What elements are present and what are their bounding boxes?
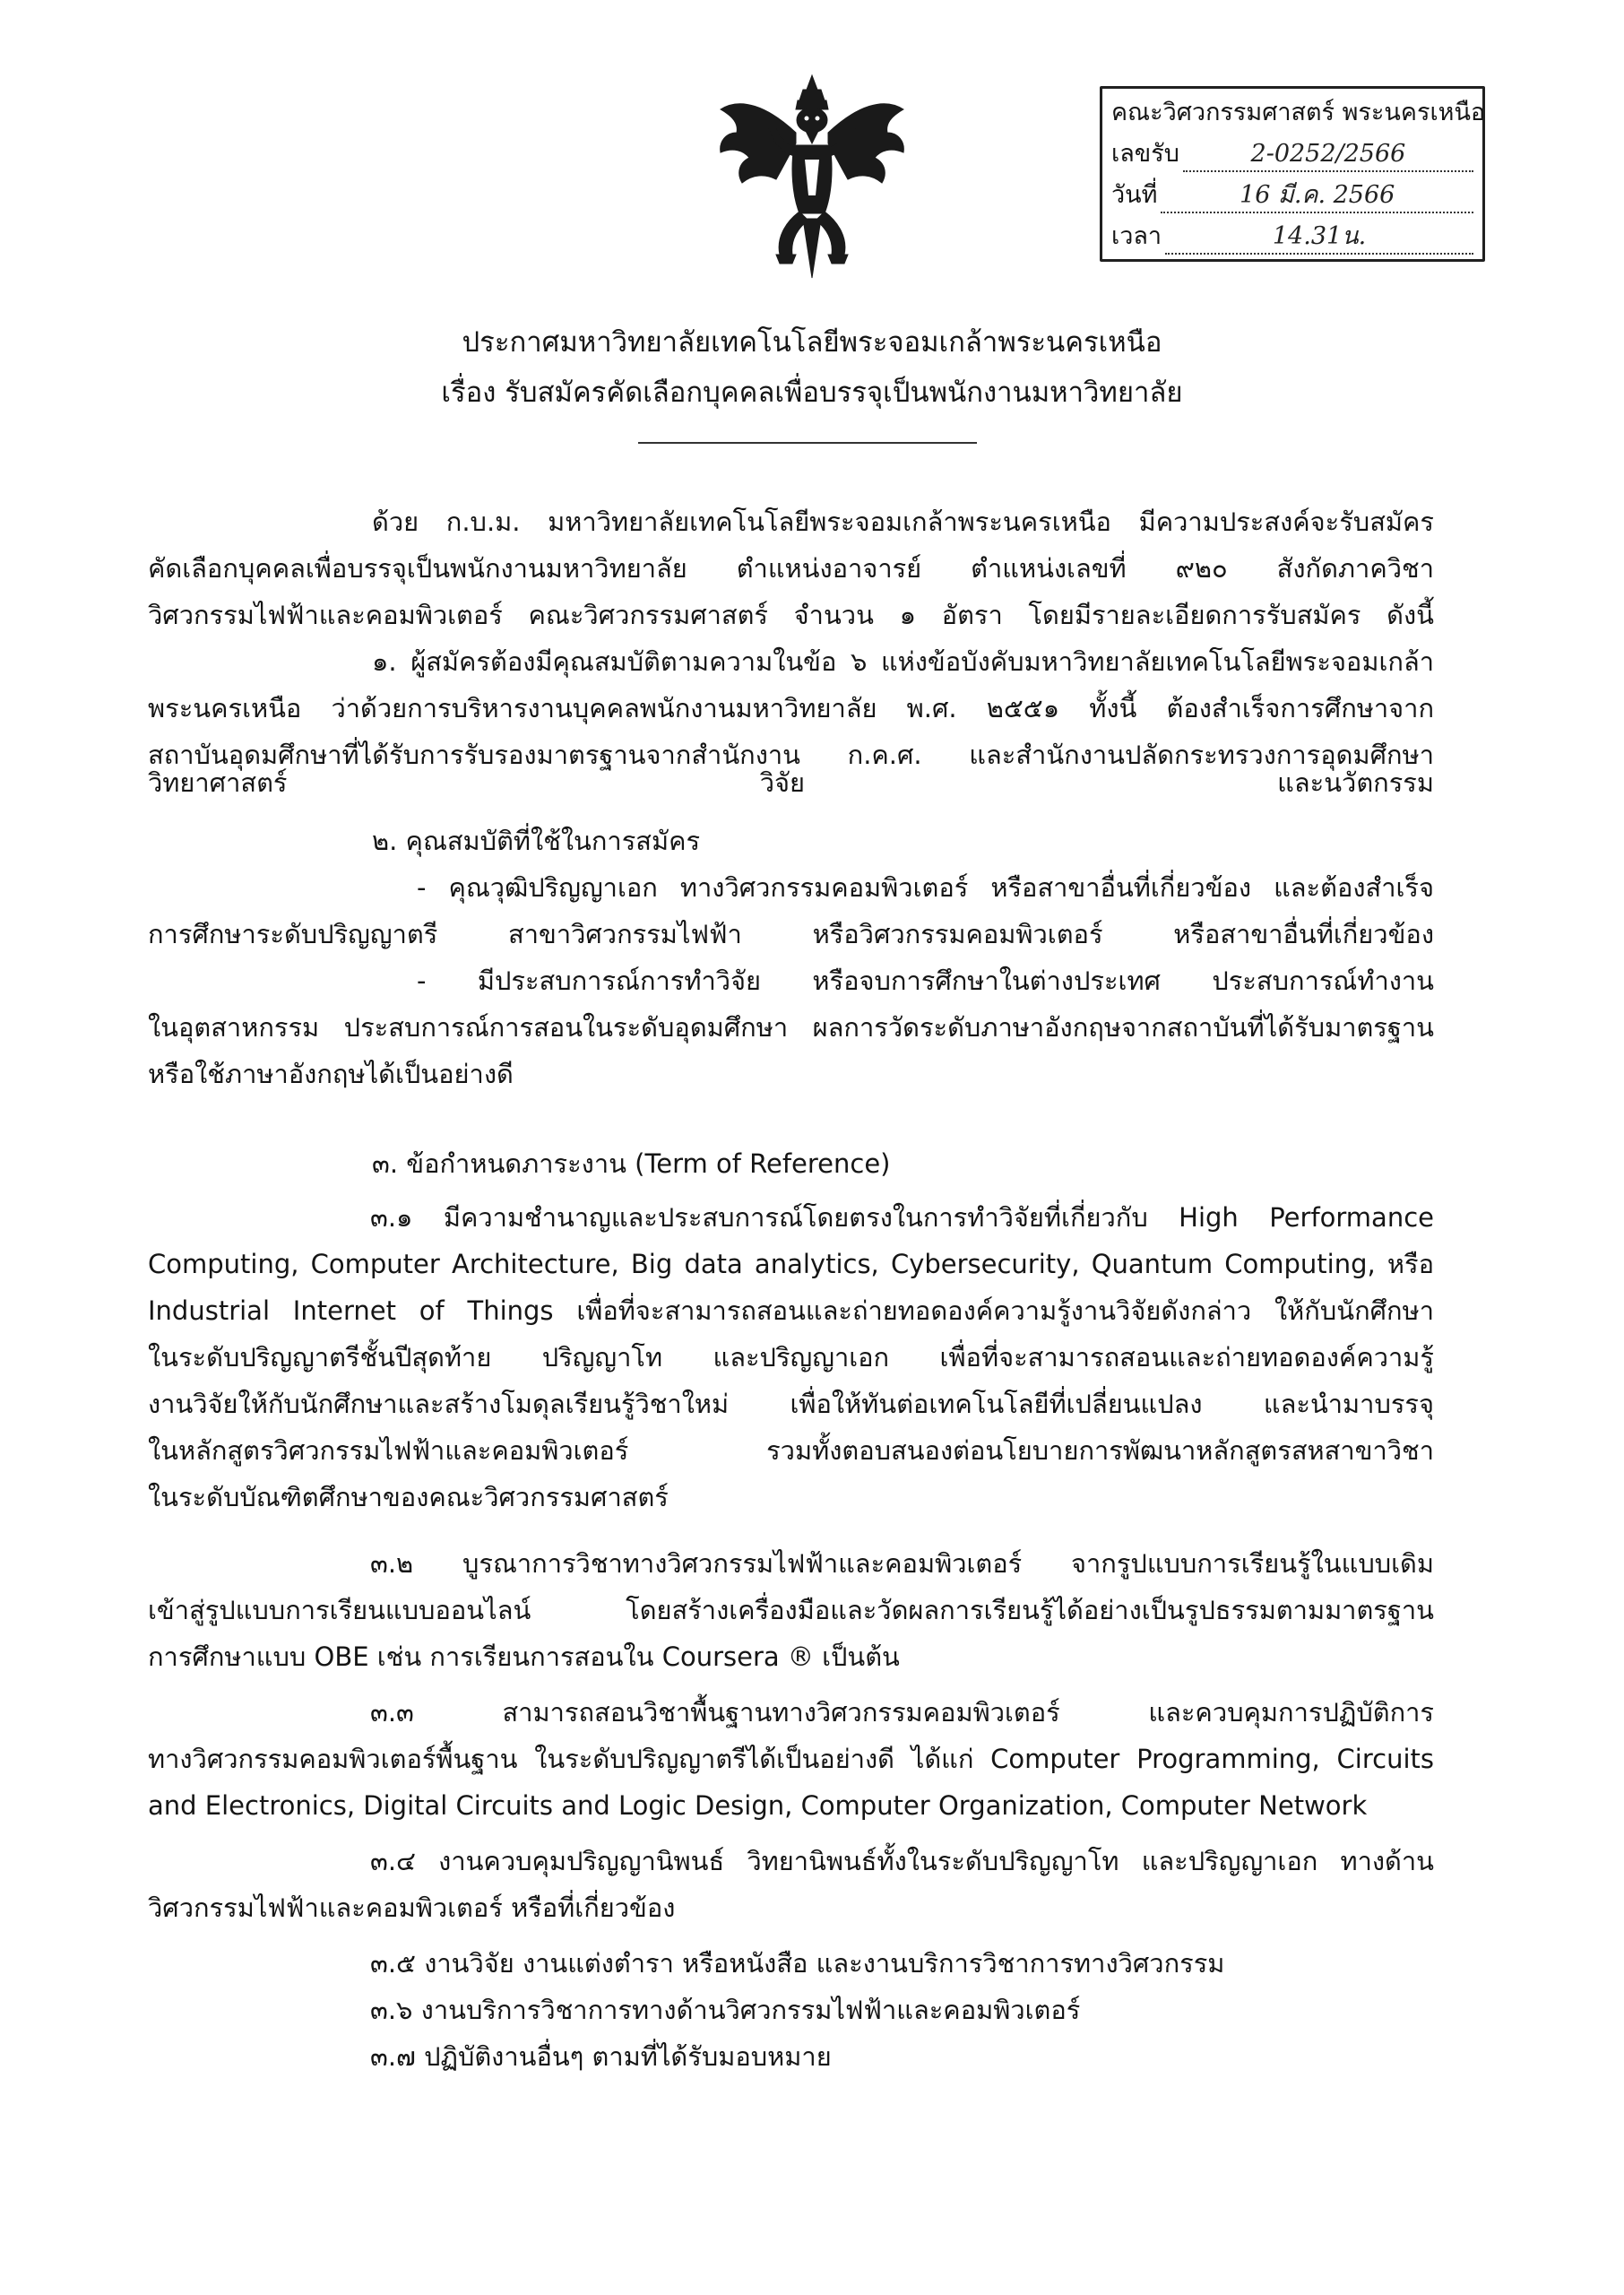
announcement-subject: เรื่อง รับสมัครคัดเลือกบุคคลเพื่อบรรจุเป็นพนักงานมหาวิทยาลัย — [441, 377, 1183, 409]
body-line-21: ในระดับบัณฑิตศึกษาของคณะวิศวกรรมศาสตร์ — [148, 1482, 669, 1512]
garuda-emblem-icon — [713, 70, 911, 285]
body-line-3: วิศวกรรมไฟฟ้าและคอมพิวเตอร์ คณะวิศวกรรมศาสตร์ จำนวน ๑ อัตรา โดยมีรายละเอียดการรับสมัคร ดังนี้ — [148, 600, 1434, 630]
body-line-2: คัดเลือกบุคคลเพื่อบรรจุเป็นพนักงานมหาวิทยาลัย ตำแหน่งอาจารย์ ตำแหน่งเลขที่ ๙๒๐ สังกัดภาควิชา — [148, 553, 1434, 584]
stamp-time-value: 14.31น. — [1165, 221, 1473, 255]
body-line-20: ในหลักสูตรวิศวกรรมไฟฟ้าและคอมพิวเตอร์ รวมทั้งตอบสนองต่อนโยบายการพัฒนาหลักสูตรสหสาขาวิชา — [148, 1435, 1434, 1466]
body-line-13: หรือใช้ภาษาอังกฤษได้เป็นอย่างดี — [148, 1059, 514, 1089]
receipt-stamp — [1100, 86, 1485, 262]
body-line-16: Computing, Computer Architecture, Big data analytics, Cybersecurity, Quantum Computing, หรือ — [148, 1249, 1434, 1279]
body-line-4: ๑. ผู้สมัครต้องมีคุณสมบัติตามความในข้อ ๖ แห่งข้อบังคับมหาวิทยาลัยเทคโนโลยีพระจอมเกล้า — [372, 646, 1434, 677]
body-line-24: การศึกษาแบบ OBE เช่น การเรียนการสอนใน Coursera ® เป็นต้น — [148, 1641, 900, 1672]
body-line-10: การศึกษาระดับปริญญาตรี สาขาวิศวกรรมไฟฟ้า หรือวิศวกรรมคอมพิวเตอร์ หรือสาขาอื่นที่เกี่ยวข้อง — [148, 919, 1434, 949]
body-line-5: พระนครเหนือ ว่าด้วยการบริหารงานบุคคลพนักงานมหาวิทยาลัย พ.ศ. ๒๕๕๑ ทั้งนี้ ต้องสำเร็จการศึกษาจาก — [148, 693, 1434, 723]
body-line-31: ๓.๖ งานบริการวิชาการทางด้านวิศวกรรมไฟฟ้าและคอมพิวเตอร์ — [370, 1995, 1081, 2025]
body-line-17: Industrial Internet of Things เพื่อที่จะสามารถสอนและถ่ายทอดองค์ความรู้งานวิจัยดังกล่าว ให้กับนักศึกษา — [148, 1295, 1434, 1326]
stamp-recv-label: เลขรับ — [1111, 140, 1179, 168]
body-line-23: เข้าสู่รูปแบบการเรียนแบบออนไลน์ โดยสร้างเครื่องมือและวัดผลการเรียนรู้ได้อย่างเป็นรูปธรรมตามมาตรฐาน — [148, 1595, 1434, 1625]
body-line-18: ในระดับปริญญาตรีชั้นปีสุดท้าย ปริญญาโท และปริญญาเอก เพื่อที่จะสามารถสอนและถ่ายทอดองค์ความรู้ — [148, 1342, 1434, 1373]
body-line-28: ๓.๔ งานควบคุมปริญญานิพนธ์ วิทยานิพนธ์ทั้งในระดับปริญญาโท และปริญญาเอก ทางด้าน — [370, 1846, 1434, 1876]
stamp-org: คณะวิศวกรรมศาสตร์ พระนครเหนือ — [1111, 99, 1486, 126]
title-divider — [638, 442, 977, 444]
body-line-25: ๓.๓ สามารถสอนวิชาพื้นฐานทางวิศวกรรมคอมพิวเตอร์ และควบคุมการปฏิบัติการ — [370, 1697, 1434, 1728]
stamp-time-label: เวลา — [1111, 222, 1162, 250]
stamp-recv-value: 2-0252/2566 — [1183, 138, 1473, 172]
body-line-30: ๓.๕ งานวิจัย งานแต่งตำรา หรือหนังสือ และงานบริการวิชาการทางวิศวกรรม — [370, 1948, 1225, 1979]
body-line-6: สถาบันอุดมศึกษาที่ได้รับการรับรองมาตรฐานจากสำนักงาน ก.ค.ศ. และสำนักงานปลัดกระทรวงการอุดมศึกษา — [148, 740, 1434, 770]
announcement-title: ประกาศมหาวิทยาลัยเทคโนโลยีพระจอมเกล้าพระนครเหนือ — [462, 326, 1162, 359]
stamp-date-row — [1111, 175, 1473, 216]
stamp-recv-row — [1111, 134, 1473, 175]
stamp-time-row — [1111, 216, 1473, 257]
body-line-14: ๓. ข้อกำหนดภาระงาน (Term of Reference) — [372, 1148, 891, 1179]
body-line-26: ทางวิศวกรรมคอมพิวเตอร์พื้นฐาน ในระดับปริญญาตรีได้เป็นอย่างดี ได้แก่ Computer Programming, Circuits — [148, 1744, 1434, 1774]
body-line-19: งานวิจัยให้กับนักศึกษาและสร้างโมดุลเรียนรู้วิชาใหม่ เพื่อให้ทันต่อเทคโนโลยีที่เปลี่ยนแปลง และนำมาบรรจุ — [148, 1389, 1434, 1419]
body-line-32: ๓.๗ ปฏิบัติงานอื่นๆ ตามที่ได้รับมอบหมาย — [370, 2041, 832, 2072]
body-line-8: ๒. คุณสมบัติที่ใช้ในการสมัคร — [372, 826, 701, 856]
body-line-1: ด้วย ก.บ.ม. มหาวิทยาลัยเทคโนโลยีพระจอมเกล้าพระนครเหนือ มีความประสงค์จะรับสมัคร — [372, 507, 1434, 537]
body-line-11: - มีประสบการณ์การทำวิจัย หรือจบการศึกษาในต่างประเทศ ประสบการณ์ทำงาน — [417, 966, 1434, 996]
body-line-27: and Electronics, Digital Circuits and Logic Design, Computer Organization, Computer Network — [148, 1790, 1368, 1821]
body-line-12: ในอุตสาหกรรม ประสบการณ์การสอนในระดับอุดมศึกษา ผลการวัดระดับภาษาอังกฤษจากสถาบันที่ได้รับมาตรฐาน — [148, 1012, 1434, 1043]
body-line-15: ๓.๑ มีความชำนาญและประสบการณ์โดยตรงในการทำวิจัยที่เกี่ยวกับ High Performance — [370, 1202, 1434, 1233]
stamp-date-label: วันที่ — [1111, 181, 1158, 209]
body-line-9: - คุณวุฒิปริญญาเอก ทางวิศวกรรมคอมพิวเตอร์ หรือสาขาอื่นที่เกี่ยวข้อง และต้องสำเร็จ — [417, 872, 1434, 903]
body-line-22: ๓.๒ บูรณาการวิชาทางวิศวกรรมไฟฟ้าและคอมพิวเตอร์ จากรูปแบบการเรียนรู้ในแบบเดิม — [370, 1548, 1434, 1579]
stamp-date-value: 16 มี.ค. 2566 — [1161, 179, 1473, 213]
body-line-7: วิทยาศาสตร์ วิจัย และนวัตกรรม — [148, 767, 1434, 798]
stamp-org-row — [1111, 92, 1486, 134]
body-line-29: วิศวกรรมไฟฟ้าและคอมพิวเตอร์ หรือที่เกี่ยวข้อง — [148, 1892, 676, 1923]
